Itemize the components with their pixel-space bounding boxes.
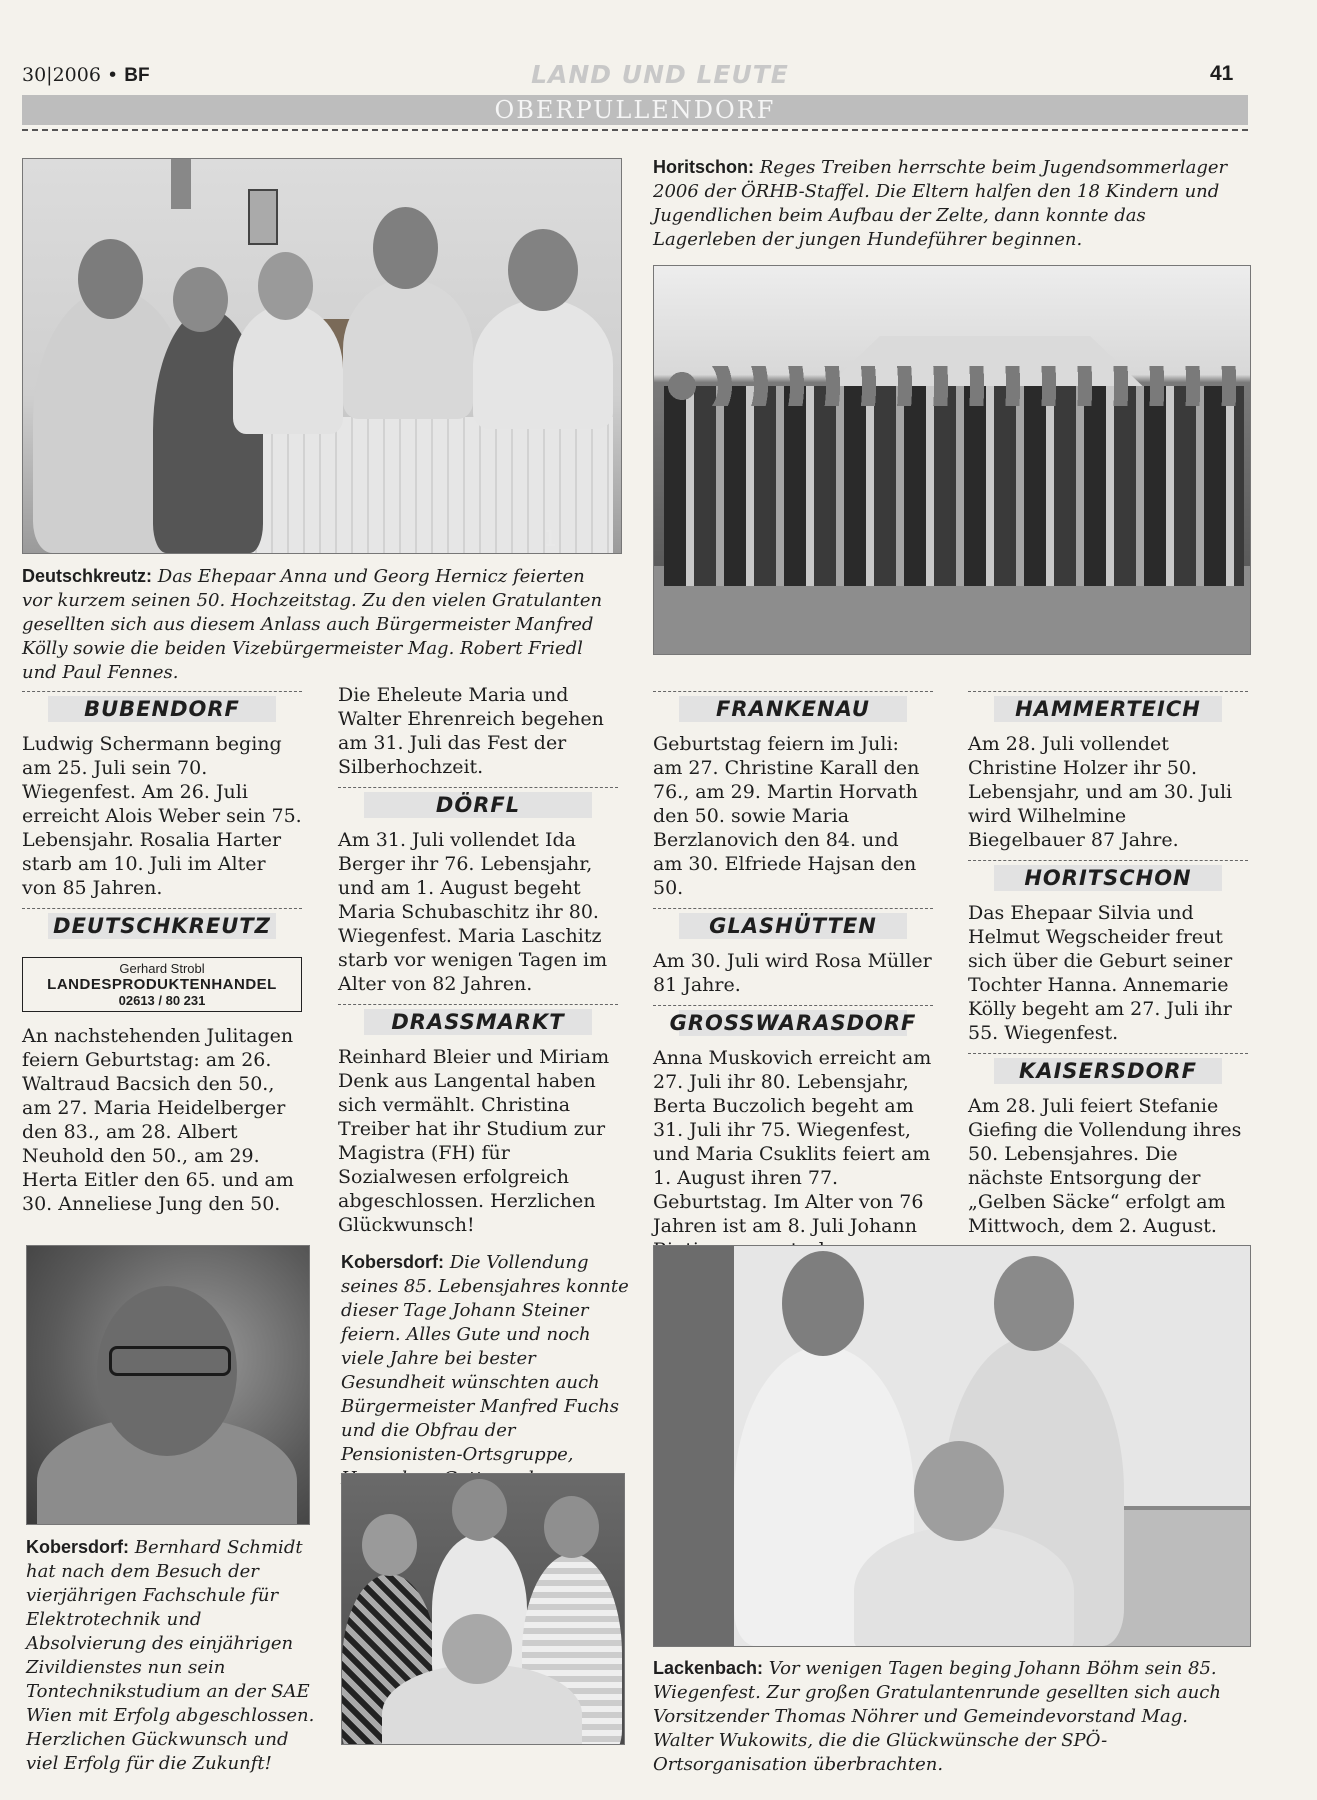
ad-line-3: 02613 / 80 231 [118, 993, 206, 1008]
caption-text: Die Vollendung seines 85. Lebensjahres konnte dieser Tage Johann Steiner feiern. Alles Gute und noch viele Jahre bei bester Gesundheit wünschten auch Bürgermeister Manfred Fuchs und die Obfrau der Pensionisten-Ortsgruppe, [341, 1252, 629, 1465]
caption-horitschon [653, 155, 1249, 252]
caption-place: Kobersdorf: [341, 1252, 444, 1272]
text-doerfl: Am 31. Juli vollendet Ida Berger ihr 76. Lebensjahr, und am 1. August begeht Maria Schubaschitz ihr 80. Wiegenfest. Maria Laschitz starb vor wenigen Tagen im Alter von 82 Jahren. [338, 829, 608, 995]
column-1 [22, 683, 302, 1216]
ad-landesproduktenhandel [22, 957, 302, 1012]
caption-text: Das Ehepaar Anna und Georg Hernicz feierten vor kurzem seinen 50. Hochzeitstag. Zu den vielen Gratulanten gesellten sich aus diesem Anlass auch Bürgermeister Manfred Kölly sowie die beiden Vizebürgermeister Mag. Robert Friedl und Paul Fennes. [22, 566, 603, 683]
caption-kobersdorf-steiner [341, 1250, 631, 1491]
heading-drassmarkt: DRASSMARKT [338, 1004, 618, 1039]
text-ehrenreich: Die Eheleute Maria und Walter Ehrenreich begehen am 31. Juli das Fest der Silberhochzeit. [338, 684, 604, 778]
text-bubendorf: Ludwig Schermann beging am 25. Juli sein 70. Wiegenfest. Am 26. Juli erreicht Alois Weber sein 75. Lebensjahr. Rosalia Harter starb am 10. Juli im Alter von 85 Jahren. [22, 733, 302, 899]
heading-horitschon: HORITSCHON [968, 860, 1248, 895]
page-number: 41 [1210, 62, 1234, 85]
section-title: LAND UND LEUTE [531, 60, 789, 89]
bullet: • [106, 64, 119, 86]
column-4 [968, 683, 1248, 1238]
photo-horitschon-camp [653, 265, 1251, 655]
caption-place: Deutschkreutz: [22, 566, 153, 586]
column-2 [338, 683, 618, 1237]
caption-lackenbach [653, 1656, 1249, 1777]
caption-place: Lackenbach: [653, 1658, 764, 1678]
text-deutschkreutz: An nachstehenden Julitagen feiern Geburtstag: am 26. Waltraud Bacsich den 50., am 27. Maria Heidelberger den 83., am 28. Albert Neuhold den 50., am 29. Herta Eitler den 65. und am 30. Anneliese Jung den 50. [22, 1025, 294, 1215]
heading-doerfl: DÖRFL [338, 787, 618, 822]
subsection-title: OBERPULLENDORF [494, 96, 776, 124]
text-glashuetten: Am 30. Juli wird Rosa Müller 81 Jahre. [653, 950, 932, 996]
brand: BF [124, 65, 150, 86]
caption-deutschkreutz [22, 564, 620, 685]
heading-frankenau: FRANKENAU [653, 691, 933, 726]
heading-deutschkreutz: DEUTSCHKREUTZ [22, 908, 302, 943]
photo-bernhard-schmidt [26, 1245, 310, 1525]
text-horitschon: Das Ehepaar Silvia und Helmut Wegscheider freut sich über die Geburt seiner Tochter Hanna. Annemarie Kölly begeht am 27. Juli ihr 55. Wiegenfest. [968, 902, 1233, 1044]
text-frankenau: Geburtstag feiern im Juli: am 27. Christine Karall den 76., am 29. Martin Horvath den 50. sowie Maria Berzlanovich den 84. und am 30. Elfriede Hajsan den 50. [653, 733, 920, 899]
heading-grosswarasdorf: GROSSWARASDORF [653, 1005, 933, 1040]
text-grosswarasdorf: Anna Muskovich erreicht am 27. Juli ihr 80. Lebensjahr, Berta Buczolich begeht am 31. Juli ihr 75. Wiegenfest, und Maria Csuklits feiert am 1. August ihren 77. Geburtstag. Im Alter von 76 Jahren ist am 8. Juli Johann [653, 1047, 932, 1237]
ad-line-2: LANDESPRODUKTENHANDEL [47, 976, 277, 993]
text-kaisersdorf: Am 28. Juli feiert Stefanie Giefing die Vollendung ihres 50. Lebensjahres. Die nächste Entsorgung der „Gelben Säcke“ erfolgt am Mittwoch, dem 2. August. [968, 1095, 1242, 1237]
heading-bubendorf: BUBENDORF [22, 691, 302, 726]
caption-text: Vor wenigen Tagen beging Johann Böhm sein 85. Wiegenfest. Zur großen Gratulantenrunde gesellten sich auch Vorsitzender Thomas Nöhrer und Gemeindevorstand Mag. Walter Wukowits, die die Glückwünsche der SPÖ-Ortsorganisation überbrachten. [653, 1658, 1221, 1775]
caption-place: Horitschon: [653, 157, 754, 177]
photo-lackenbach [653, 1245, 1251, 1647]
issue-info [22, 64, 150, 87]
text-hammerteich: Am 28. Juli vollendet Christine Holzer ihr 50. Lebensjahr, und am 30. Juli wird Wilhelmine Biegelbauer 87 Jahre. [968, 733, 1233, 851]
caption-kobersdorf-schmidt [26, 1535, 316, 1776]
photo-deutschkreutz [22, 158, 622, 554]
text-drassmarkt: Reinhard Bleier und Miriam Denk aus Langental haben sich vermählt. Christina Treiber hat ihr Studium zur Magistra (FH) für Sozialwesen erfolgreich abgeschlossen. Herzlichen Glückwunsch! [338, 1046, 610, 1236]
glasses-icon [109, 1346, 231, 1376]
photo-kobersdorf-steiner [341, 1473, 625, 1745]
caption-place: Kobersdorf: [26, 1537, 129, 1557]
ad-line-1: Gerhard Strobl [119, 961, 205, 976]
issue-number: 30|2006 [22, 64, 101, 86]
caption-text: Reges Treiben herrschte beim Jugendsommerlager 2006 der ÖRHB-Staffel. Die Eltern halfen den 18 Kindern und Jugendlichen beim Aufbau der Zelte, dann konnte das Lagerleben der jungen Hundeführer beginnen. [653, 157, 1228, 250]
group-of-people [664, 386, 1244, 586]
header-rule [22, 129, 1248, 131]
wall-hanging [171, 159, 191, 209]
heading-glashuetten: GLASHÜTTEN [653, 908, 933, 943]
photo-date-stamp: 1 [543, 527, 557, 552]
heads-row [664, 366, 1244, 406]
heading-kaisersdorf: KAISERSDORF [968, 1053, 1248, 1088]
heading-hammerteich: HAMMERTEICH [968, 691, 1248, 726]
wall-picture [248, 189, 278, 245]
caption-text: Bernhard Schmidt hat nach dem Besuch der vierjährigen Fachschule für Elektrotechnik und Absolvierung des einjährigen Zivildienstes nun sein Tontechnikstudium an der SAE Wien mit Erfolg abgeschlossen. Herzlichen Gückwunsch und viel Erfolg für die Zukunft! [26, 1537, 315, 1774]
column-3 [653, 683, 933, 1262]
